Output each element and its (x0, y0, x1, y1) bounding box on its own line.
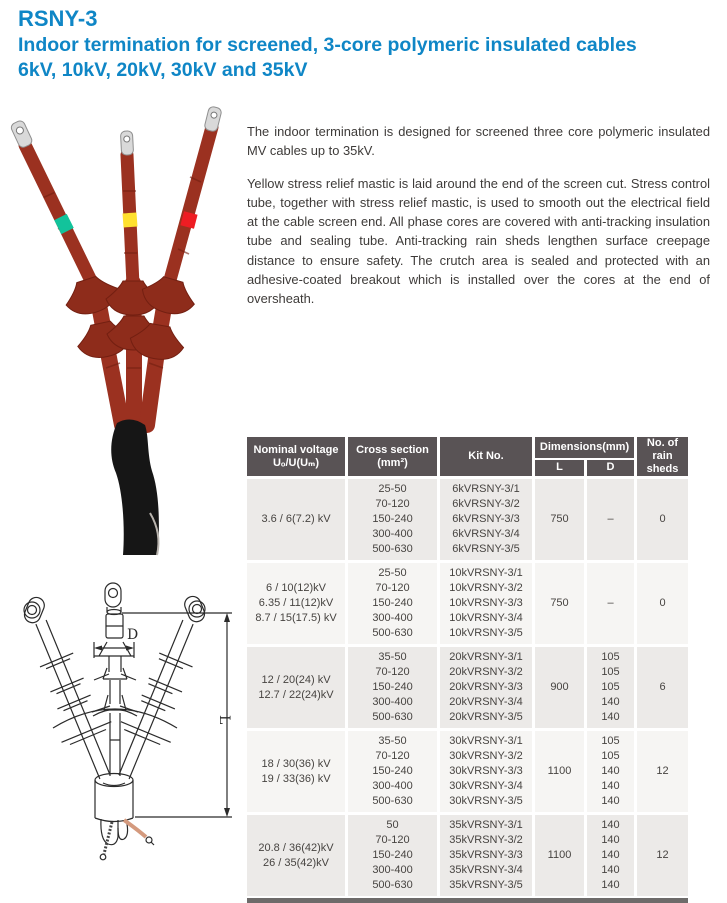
phase-band-red (187, 213, 191, 227)
description-para-1: The indoor termination is designed for screened three core polymeric insulated MV cables up to 35kV. (247, 124, 710, 159)
rain-sheds-cell: 0 (634, 560, 688, 644)
table-body (247, 476, 688, 896)
col-header-cross-section: Cross section (mm²) (345, 437, 437, 476)
table-bottom-bar (247, 898, 688, 903)
rain-sheds-cell: 0 (634, 476, 688, 560)
dim-l-cell: 750 (532, 560, 584, 644)
page-heading (18, 5, 718, 83)
voltage-cell: 12 / 20(24) kV 12.7 / 22(24)kV (247, 644, 345, 728)
voltage-cell: 6 / 10(12)kV 6.35 / 11(12)kV 8.7 / 15(17.5) kV (247, 560, 345, 644)
page-title-line1: Indoor termination for screened, 3-core polymeric insulated cables (18, 34, 637, 56)
dim-d-cell: 140 140 140 140 140 (584, 812, 634, 896)
dim-d-cell: 105 105 140 140 140 (584, 728, 634, 812)
description (247, 122, 710, 322)
rain-sheds-cell: 12 (634, 812, 688, 896)
col-header-dim-l: L (532, 460, 584, 476)
kit-no-cell: 6kVRSNY-3/1 6kVRSNY-3/2 6kVRSNY-3/3 6kVRSNY-3/4 6kVRSNY-3/5 (437, 476, 532, 560)
voltage-cell: 18 / 30(36) kV 19 / 33(36) kV (247, 728, 345, 812)
dimension-drawing (8, 580, 244, 862)
cable-lug-middle (120, 131, 133, 156)
cross-section-cell: 25-50 70-120 150-240 300-400 500-630 (345, 476, 437, 560)
termination-photo (0, 113, 240, 555)
earth-braid (104, 822, 112, 854)
table-row-group (247, 560, 688, 644)
dim-d-cell: 105 105 105 140 140 (584, 644, 634, 728)
spec-table-head (247, 437, 688, 476)
kit-no-cell: 20kVRSNY-3/1 20kVRSNY-3/2 20kVRSNY-3/3 20kVRSNY-3/4 20kVRSNY-3/5 (437, 644, 532, 728)
voltage-cell: 20.8 / 36(42)kV 26 / 35(42)kV (247, 812, 345, 896)
dim-l-label: L (216, 715, 232, 725)
dim-l-cell: 900 (532, 644, 584, 728)
col-header-kit-no: Kit No. (437, 437, 532, 476)
spec-table (247, 437, 688, 896)
dimension-drawing-art (8, 580, 244, 862)
cable-lug-right (204, 106, 222, 132)
phase-band-green (61, 217, 68, 231)
rain-sheds (61, 271, 200, 363)
dim-d-label: D (127, 627, 139, 643)
product-code: RSNY-3 (18, 6, 98, 31)
table-row-group (247, 476, 688, 560)
kit-no-cell: 10kVRSNY-3/1 10kVRSNY-3/2 10kVRSNY-3/3 10kVRSNY-3/4 10kVRSNY-3/5 (437, 560, 532, 644)
col-header-dimensions: Dimensions(mm) (532, 437, 634, 460)
col-header-rain-sheds: No. of rain sheds (634, 437, 688, 476)
table-row-group (247, 728, 688, 812)
kit-no-cell: 30kVRSNY-3/1 30kVRSNY-3/2 30kVRSNY-3/3 30kVRSNY-3/4 30kVRSNY-3/5 (437, 728, 532, 812)
dim-l-cell: 750 (532, 476, 584, 560)
breakout-boot (111, 419, 159, 555)
dim-l-cell: 1100 (532, 728, 584, 812)
table-row-group (247, 812, 688, 896)
rain-sheds-cell: 12 (634, 728, 688, 812)
cross-section-cell: 35-50 70-120 150-240 300-400 500-630 (345, 728, 437, 812)
kit-no-cell: 35kVRSNY-3/1 35kVRSNY-3/2 35kVRSNY-3/3 35kVRSNY-3/4 35kVRSNY-3/5 (437, 812, 532, 896)
dim-l-cell: 1100 (532, 812, 584, 896)
table-row-group (247, 644, 688, 728)
dim-d-cell: – (584, 560, 634, 644)
col-header-dim-d: D (584, 460, 634, 476)
cross-section-cell: 25-50 70-120 150-240 300-400 500-630 (345, 560, 437, 644)
cross-section-cell: 35-50 70-120 150-240 300-400 500-630 (345, 644, 437, 728)
spec-table-wrap (247, 437, 688, 903)
voltage-cell: 3.6 / 6(7.2) kV (247, 476, 345, 560)
termination-photo-art (0, 113, 240, 555)
phase-band-yellow (130, 213, 131, 227)
description-para-2: Yellow stress relief mastic is laid around the end of the screen cut. Stress control tube, together with stress relief mastic, is used to smooth out the electrical field at the cable screen end. All phase cores are covered with anti-tracking insulation tube and sealing tube. Anti-tracking rain sheds lengthen surface creepage distance to ensure safety. The crutch area is sealed and protected with an adhesive-coated breakout which is installed over the cores at the end of oversheath. (247, 175, 710, 307)
col-header-voltage: Nominal voltage Uₒ/U(Uₘ) (247, 437, 345, 476)
rain-sheds-cell: 6 (634, 644, 688, 728)
dim-d-cell: – (584, 476, 634, 560)
cross-section-cell: 50 70-120 150-240 300-400 500-630 (345, 812, 437, 896)
cable-lug-left (10, 119, 34, 148)
page-title-line2: 6kV, 10kV, 20kV, 30kV and 35kV (18, 59, 308, 81)
